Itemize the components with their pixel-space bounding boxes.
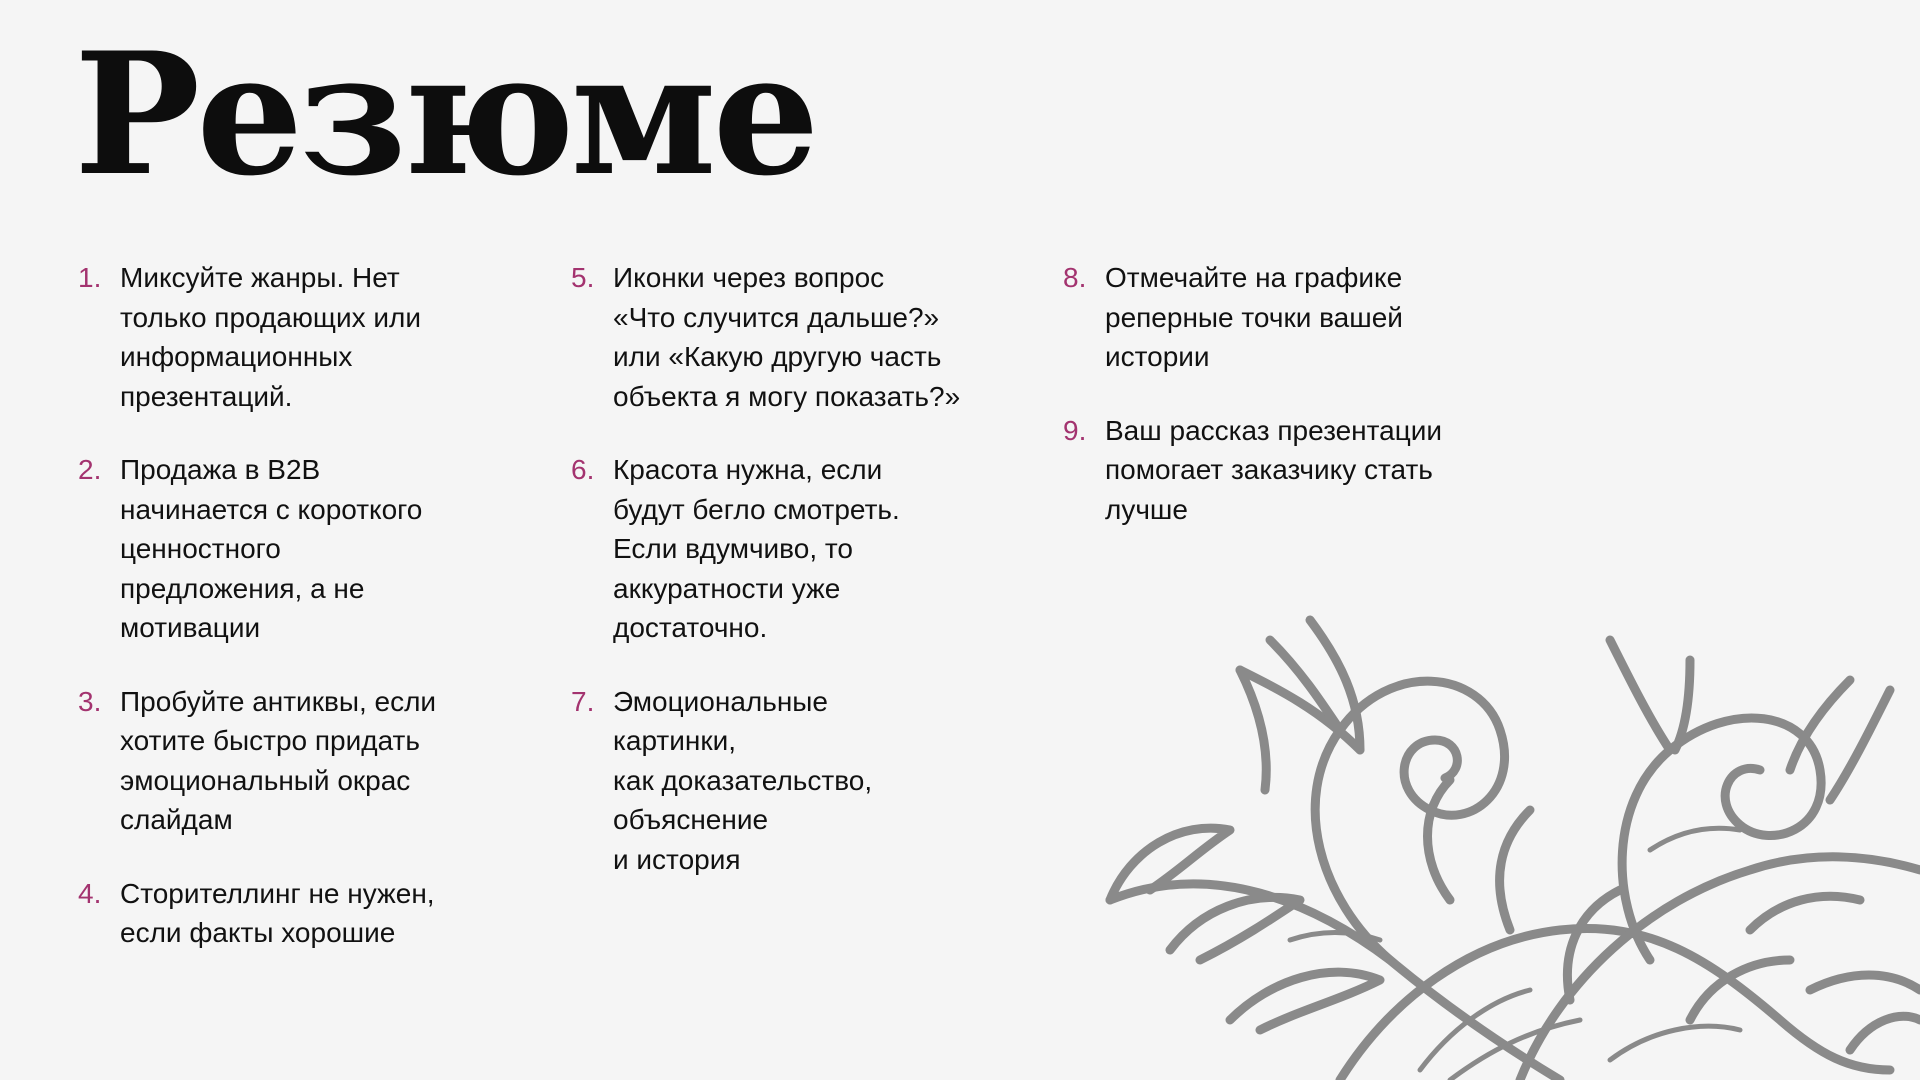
item-number: 3. [78,685,102,717]
item-text: Эмоциональные картинки, как доказательство, объяснение и история [613,685,873,875]
summary-item-7 [571,682,1011,880]
summary-column-2 [571,258,1011,913]
summary-column-3 [1063,258,1483,563]
summary-item-6 [571,450,1011,648]
item-number: 7. [571,685,595,717]
summary-item-9 [1063,411,1483,530]
item-text: Отмечайте на графике реперные точки вашей истории [1105,262,1403,372]
item-text: Миксуйте жанры. Нет только продающих или информационных презентаций. [120,262,421,412]
summary-item-4 [78,874,518,953]
summary-item-1 [78,258,518,416]
summary-item-5 [571,258,1011,416]
item-text: Иконки через вопрос «Что случится дальше?» или «Какую другую часть объекта я могу показать?» [613,262,961,412]
item-number: 5. [571,262,595,293]
item-text: Пробуйте антиквы, если хотите быстро придать эмоциональный окрас слайдам [120,685,437,835]
item-number: 8. [1063,262,1087,293]
slide-title: Резюме [74,15,816,213]
item-text: Ваш рассказ презентации помогает заказчику стать лучше [1105,414,1443,525]
summary-item-3 [78,682,518,840]
summary-item-8 [1063,258,1483,377]
item-number: 4. [78,877,102,909]
item-number: 2. [78,454,102,485]
item-text: Красота нужна, если будут бегло смотреть. Если вдумчиво, то аккуратности уже достаточно. [613,454,900,643]
summary-item-2 [78,450,518,648]
item-number: 1. [78,262,102,293]
item-number: 6. [571,454,595,485]
baroque-floral-scroll-icon [1090,600,1920,1080]
item-text: Сторителлинг не нужен, если факты хорошие [120,877,435,948]
summary-column-1 [78,258,518,987]
item-text: Продажа в B2B начинается с короткого ценностного предложения, а не мотивации [120,454,423,643]
item-number: 9. [1063,414,1087,446]
